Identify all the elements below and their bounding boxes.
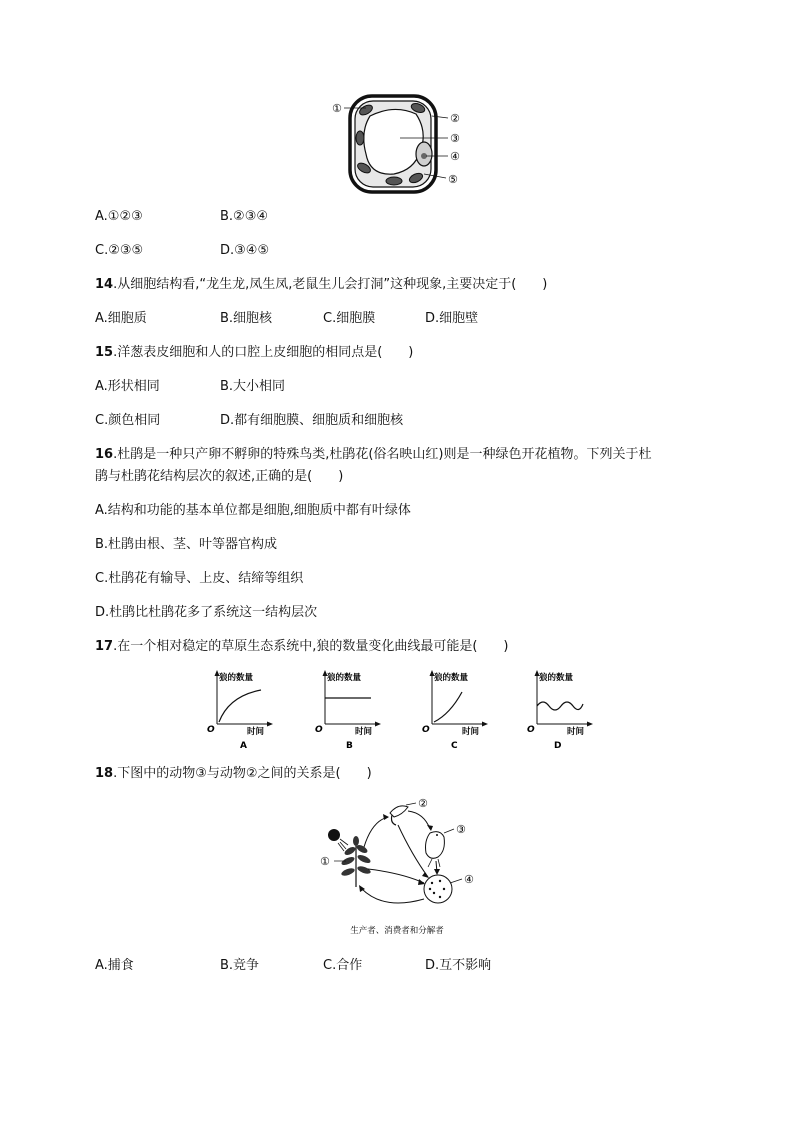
graph-b-xlabel: 时间 bbox=[355, 727, 373, 737]
food-label-1: ① bbox=[320, 855, 330, 868]
graph-c-origin: O bbox=[422, 725, 430, 735]
graph-b-letter: B bbox=[346, 741, 353, 751]
q18-stem bbox=[95, 765, 372, 783]
q18-number: 18 bbox=[95, 766, 114, 781]
food-chain-figure bbox=[312, 795, 482, 940]
q15-option-a: A.形状相同 bbox=[95, 379, 160, 394]
graph-a-origin: O bbox=[207, 725, 215, 735]
label-3: ③ bbox=[450, 132, 460, 145]
graph-d-letter: D bbox=[554, 741, 562, 751]
q18-stem-text: .下图中的动物③与动物②之间的关系是( ) bbox=[113, 766, 372, 781]
insect-icon bbox=[390, 806, 408, 825]
sun-icon bbox=[328, 829, 348, 851]
graph-a-xlabel: 时间 bbox=[247, 727, 265, 737]
q15-option-d: D.都有细胞膜、细胞质和细胞核 bbox=[220, 413, 404, 428]
label-4: ④ bbox=[450, 150, 460, 163]
q18-option-a: A.捕食 bbox=[95, 958, 134, 973]
label-2: ② bbox=[450, 112, 460, 125]
q14-option-a: A.细胞质 bbox=[95, 311, 147, 326]
graph-a-ylabel: 狼的数量 bbox=[219, 673, 254, 683]
q17-number: 17 bbox=[95, 639, 114, 654]
q16-stem-line2: 鹃与杜鹃花结构层次的叙述,正确的是( ) bbox=[95, 469, 344, 484]
graph-b-origin: O bbox=[315, 725, 323, 735]
food-label-4: ④ bbox=[464, 873, 474, 886]
decomposer-icon bbox=[424, 875, 452, 903]
graph-c-xlabel: 时间 bbox=[462, 727, 480, 737]
graph-c-letter: C bbox=[451, 741, 458, 751]
q14-number: 14 bbox=[95, 277, 114, 292]
q14-option-d: D.细胞壁 bbox=[425, 311, 479, 326]
plant-cell-figure bbox=[330, 92, 470, 200]
graph-b-ylabel: 狼的数量 bbox=[327, 673, 362, 683]
q13-option-c: C.②③⑤ bbox=[95, 243, 144, 258]
graph-b bbox=[313, 668, 393, 752]
q18-option-c: C.合作 bbox=[323, 958, 363, 973]
bird-icon bbox=[426, 832, 445, 867]
q15-option-c: C.颜色相同 bbox=[95, 413, 161, 428]
q18-option-b: B.竞争 bbox=[220, 958, 260, 973]
graph-c-ylabel: 狼的数量 bbox=[434, 673, 469, 683]
graph-c bbox=[420, 668, 500, 752]
q13-option-b: B.②③④ bbox=[220, 209, 269, 224]
food-caption: 生产者、消费者和分解者 bbox=[350, 926, 444, 936]
q17-stem bbox=[95, 638, 509, 656]
food-label-3: ③ bbox=[456, 823, 466, 836]
graph-d-xlabel: 时间 bbox=[567, 727, 585, 737]
q16-option-a: A.结构和功能的基本单位都是细胞,细胞质中都有叶绿体 bbox=[95, 503, 411, 518]
label-5: ⑤ bbox=[448, 173, 458, 186]
plant-icon bbox=[340, 836, 371, 887]
q15-option-b: B.大小相同 bbox=[220, 379, 286, 394]
q16-option-d: D.杜鹃比杜鹃花多了系统这一结构层次 bbox=[95, 605, 318, 620]
q15-stem bbox=[95, 344, 413, 362]
q13-option-d: D.③④⑤ bbox=[220, 243, 270, 258]
graph-d-origin: O bbox=[527, 725, 535, 735]
graph-d-ylabel: 狼的数量 bbox=[539, 673, 574, 683]
q14-stem bbox=[95, 276, 547, 294]
q15-stem-text: .洋葱表皮细胞和人的口腔上皮细胞的相同点是( ) bbox=[113, 345, 414, 360]
q13-option-a: A.①②③ bbox=[95, 209, 143, 224]
graph-a-letter: A bbox=[240, 741, 247, 751]
graph-a bbox=[205, 668, 285, 752]
label-1: ① bbox=[332, 102, 342, 115]
q16-option-c: C.杜鹃花有输导、上皮、结缔等组织 bbox=[95, 571, 304, 586]
q16-number: 16 bbox=[95, 447, 114, 462]
q16-stem-text1: .杜鹃是一种只产卵不孵卵的特殊鸟类,杜鹃花(俗名映山红)则是一种绿色开花植物。下列关于杜 bbox=[113, 447, 652, 462]
q15-number: 15 bbox=[95, 345, 114, 360]
q18-option-d: D.互不影响 bbox=[425, 958, 492, 973]
q14-option-b: B.细胞核 bbox=[220, 311, 273, 326]
q14-stem-text: .从细胞结构看,“龙生龙,凤生凤,老鼠生儿会打洞”这种现象,主要决定于( ) bbox=[113, 277, 548, 292]
q14-option-c: C.细胞膜 bbox=[323, 311, 376, 326]
q16-stem-line1 bbox=[95, 446, 652, 464]
q17-stem-text: .在一个相对稳定的草原生态系统中,狼的数量变化曲线最可能是( ) bbox=[113, 639, 509, 654]
q16-option-b: B.杜鹃由根、茎、叶等器官构成 bbox=[95, 537, 278, 552]
food-label-2: ② bbox=[418, 797, 428, 810]
graph-d bbox=[525, 668, 605, 752]
